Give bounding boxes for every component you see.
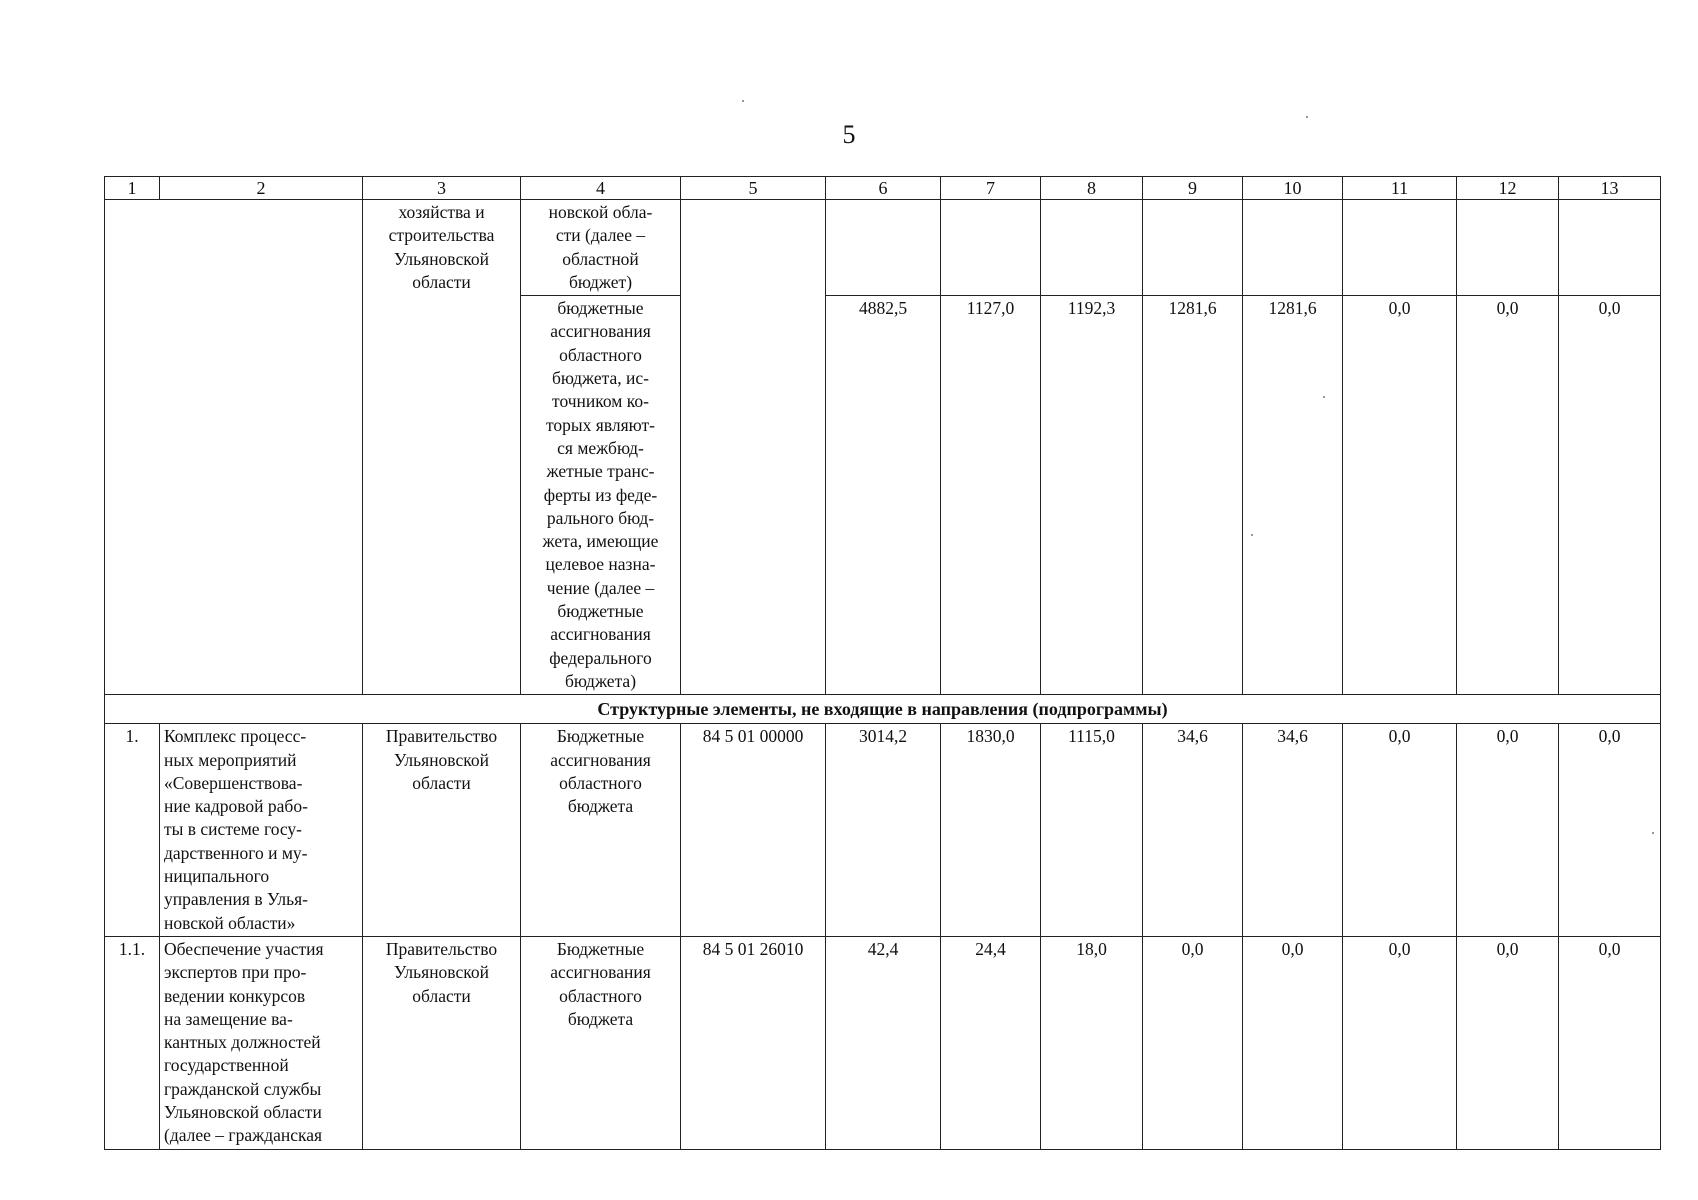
value-cell: 1127,0 — [941, 296, 1041, 695]
column-number: 10 — [1243, 177, 1343, 200]
value-cell: 0,0 — [1457, 724, 1559, 937]
text-line: управления в Улья- — [164, 889, 308, 910]
text-line: Ульяновской области — [164, 1101, 322, 1122]
value-cell: 34,6 — [1243, 724, 1343, 937]
budget-code-cell: 84 5 01 00000 — [681, 724, 826, 937]
value-cell: 1281,6 — [1143, 296, 1243, 695]
column-number: 13 — [1559, 177, 1661, 200]
value-cell: 0,0 — [1143, 936, 1243, 1149]
text-line: целевое назна- — [545, 554, 656, 575]
text-line: государственной — [164, 1055, 289, 1076]
value-cell — [1143, 200, 1243, 296]
text-line: на замещение ва- — [164, 1008, 293, 1029]
value-cell: 0,0 — [1343, 296, 1457, 695]
table-row — [105, 724, 1661, 937]
value-cell: 1192,3 — [1041, 296, 1143, 695]
text-line: ся межбюд- — [557, 437, 644, 458]
value-cell — [1343, 200, 1457, 296]
activity-name-cell — [160, 936, 363, 1149]
empty-cell — [105, 200, 363, 695]
value-cell — [1457, 200, 1559, 296]
column-number-row — [105, 177, 1661, 200]
value-cell: 0,0 — [1457, 936, 1559, 1149]
row-number: 1.1. — [105, 936, 160, 1149]
code-cell — [681, 200, 826, 695]
row-number: 1. — [105, 724, 160, 937]
value-cell: 18,0 — [1041, 936, 1143, 1149]
scan-speck — [1323, 396, 1325, 398]
text-line: ниципального — [164, 866, 270, 887]
text-line: бюджет) — [568, 271, 633, 292]
text-line: Бюджетные — [556, 726, 645, 747]
activity-name-cell — [160, 724, 363, 937]
text-line: Ульяновской — [394, 962, 489, 983]
text-line: Правительство — [385, 938, 498, 959]
column-number: 8 — [1041, 177, 1143, 200]
value-cell: 1115,0 — [1041, 724, 1143, 937]
column-number: 5 — [681, 177, 826, 200]
value-cell — [1041, 200, 1143, 296]
text-line: бюджета — [567, 1008, 634, 1029]
text-line: новской области» — [164, 912, 296, 933]
text-line: областной — [562, 248, 639, 269]
text-line: Правительство — [385, 726, 498, 747]
column-number: 2 — [160, 177, 363, 200]
text-line: области — [412, 271, 471, 292]
funding-source-cell — [521, 936, 681, 1149]
value-cell: 0,0 — [1343, 936, 1457, 1149]
text-line: ассигнования — [550, 321, 651, 342]
page-number: 5 — [842, 120, 856, 149]
text-line: ние кадровой рабо- — [164, 796, 308, 817]
text-line: сти (далее – — [555, 225, 646, 246]
text-line: точником ко- — [552, 391, 649, 412]
column-number: 6 — [826, 177, 941, 200]
budget-code-cell: 84 5 01 26010 — [681, 936, 826, 1149]
value-cell: 3014,2 — [826, 724, 941, 937]
table-row-continuation — [105, 200, 1661, 296]
text-line: жета, имеющие — [542, 531, 659, 552]
table-row — [105, 936, 1661, 1149]
text-line: «Совершенствова- — [164, 772, 303, 793]
value-cell — [826, 200, 941, 296]
text-line: хозяйства и — [398, 202, 485, 222]
funding-source-cell — [521, 200, 681, 296]
text-line: чение (далее – — [546, 577, 655, 598]
text-line: экспертов при про- — [164, 962, 307, 983]
funding-source-cell — [521, 724, 681, 937]
funding-source-cell — [521, 296, 681, 695]
text-line: ассигнования — [550, 624, 651, 645]
text-line: ных мероприятий — [164, 749, 297, 770]
value-cell: 0,0 — [1559, 296, 1661, 695]
value-cell: 24,4 — [941, 936, 1041, 1149]
text-line: ведении конкурсов — [164, 985, 306, 1006]
text-line: гражданской службы — [164, 1078, 322, 1099]
text-line: торых являют- — [546, 414, 655, 435]
column-number: 7 — [941, 177, 1041, 200]
text-line: Комплекс процесс- — [164, 726, 307, 747]
column-number: 11 — [1343, 177, 1457, 200]
text-line: Бюджетные — [556, 938, 645, 959]
text-line: рального бюд- — [546, 507, 655, 528]
value-cell: 0,0 — [1559, 936, 1661, 1149]
executor-cell — [363, 200, 521, 695]
value-cell: 1281,6 — [1243, 296, 1343, 695]
text-line: бюджета) — [564, 670, 637, 691]
text-line: бюджета, ис- — [552, 368, 649, 389]
value-cell: 42,4 — [826, 936, 941, 1149]
text-line: областного — [559, 344, 642, 365]
text-line: федерального — [549, 647, 652, 668]
text-line: области — [412, 985, 471, 1006]
text-line: ассигнования — [550, 749, 651, 770]
text-line: ферты из феде- — [543, 484, 658, 505]
text-line: Обеспечение участия — [164, 938, 324, 959]
text-line: жетные транс- — [546, 461, 655, 482]
value-cell: 1830,0 — [941, 724, 1041, 937]
value-cell: 4882,5 — [826, 296, 941, 695]
scan-speck — [1306, 116, 1308, 118]
value-cell: 0,0 — [1343, 724, 1457, 937]
scan-speck — [742, 100, 744, 102]
text-line: ты в системе госу- — [164, 819, 302, 840]
text-line: бюджетные — [557, 298, 644, 319]
column-number: 1 — [105, 177, 160, 200]
value-cell: 0,0 — [1457, 296, 1559, 695]
column-number: 9 — [1143, 177, 1243, 200]
value-cell — [1559, 200, 1661, 296]
text-line: кантных должностей — [164, 1032, 321, 1053]
text-line: Ульяновской — [394, 248, 489, 269]
scan-speck — [1251, 534, 1253, 536]
value-cell — [1243, 200, 1343, 296]
text-line: Ульяновской — [394, 749, 489, 770]
text-line: области — [412, 772, 471, 793]
text-line: строительства — [388, 225, 495, 246]
text-line: областного — [559, 985, 642, 1006]
value-cell: 34,6 — [1143, 724, 1243, 937]
text-line: бюджетные — [557, 601, 644, 622]
text-line: ассигнования — [550, 962, 651, 983]
text-line: бюджета — [567, 796, 634, 817]
executor-cell — [363, 724, 521, 937]
scan-speck — [1652, 832, 1654, 834]
text-line: новской обла- — [548, 202, 653, 222]
column-number: 4 — [521, 177, 681, 200]
budget-table — [104, 176, 1661, 1150]
section-header-row — [105, 695, 1661, 724]
column-number: 3 — [363, 177, 521, 200]
text-line: (далее – гражданская — [164, 1125, 323, 1146]
value-cell — [941, 200, 1041, 296]
text-line: дарственного и му- — [164, 842, 308, 863]
value-cell: 0,0 — [1243, 936, 1343, 1149]
text-line: областного — [559, 772, 642, 793]
value-cell: 0,0 — [1559, 724, 1661, 937]
executor-cell — [363, 936, 521, 1149]
column-number: 12 — [1457, 177, 1559, 200]
section-title: Структурные элементы, не входящие в направления (подпрограммы) — [105, 695, 1661, 724]
